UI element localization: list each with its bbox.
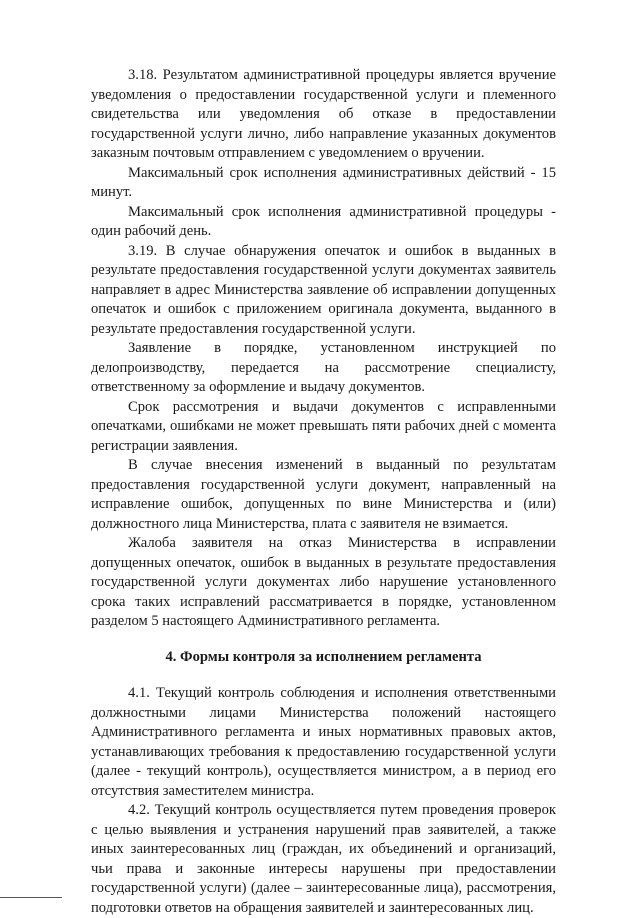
paragraph-review-period: Срок рассмотрения и выдачи документов с исправленными опечатками, ошибками не может превышать пяти рабочих дней с момента регистрации заявления.: [91, 398, 556, 454]
paragraph-application-order: Заявление в порядке, установленном инструкцией по делопроизводству, передается на рассмотрение специалисту, ответственному за оформление и выдачу документов.: [91, 340, 556, 395]
footer-divider: [0, 897, 62, 898]
paragraph-max-action-time: Максимальный срок исполнения административных действий - 15 минут.: [91, 164, 556, 200]
paragraph-no-fee: В случае внесения изменений в выданный по результатам предоставления государственной услуги документ, направленный на исправление ошибок, допущенных по вине Министерства и (или) должностного лица Министерства, плата с заявителя не взимается.: [91, 457, 556, 532]
paragraph-4-2: 4.2. Текущий контроль осуществляется путем проведения проверок с целью выявления и устранения нарушений прав заявителей, а также иных заинтересованных лиц (граждан, их объединений и организаций, чьи права и законные интересы нарушены при предоставлении государственной услуги) (далее – заинтересованные лица), рассмотрения, подготовки ответов на обращения заявителей и заинтересованных лиц.: [91, 802, 556, 916]
paragraph-complaint: Жалоба заявителя на отказ Министерства в исправлении допущенных опечаток, ошибок в выданных в результате предоставления государственной услуги документах либо нарушение установленного срока таких исправлений рассматривается в порядке, установленном разделом 5 настоящего Административного регламента.: [91, 535, 556, 629]
paragraph-3-19: 3.19. В случае обнаружения опечаток и ошибок в выданных в результате предоставления государственной услуги документах заявитель направляет в адрес Министерства заявление об исправлении допущенных опечаток и ошибок с приложением оригинала документа, выданного в результате предоставления государственной услуги.: [91, 242, 556, 337]
paragraph-4-1: 4.1. Текущий контроль соблюдения и исполнения ответственными должностными лицами Министерства положений настоящего Административного регламента и иных нормативных правовых актов, устанавливающих требования к предоставлению государственной услуги (далее - текущий контроль), осуществляется министром, а в период его отсутствия заместителем министра.: [91, 685, 556, 799]
paragraph-max-procedure-time: Максимальный срок исполнения административной процедуры - один рабочий день.: [91, 203, 556, 239]
document-page: [91, 66, 556, 918]
paragraph-3-18: 3.18. Результатом административной процедуры является вручение уведомления о предоставлении государственной услуги и племенного свидетельства или уведомления об отказе в предоставлении государственной услуги лично, либо направление указанных документов заказным почтовым отправлением с уведомлением о вручении.: [91, 67, 556, 161]
section-heading: 4. Формы контроля за исполнением регламента: [165, 648, 482, 665]
